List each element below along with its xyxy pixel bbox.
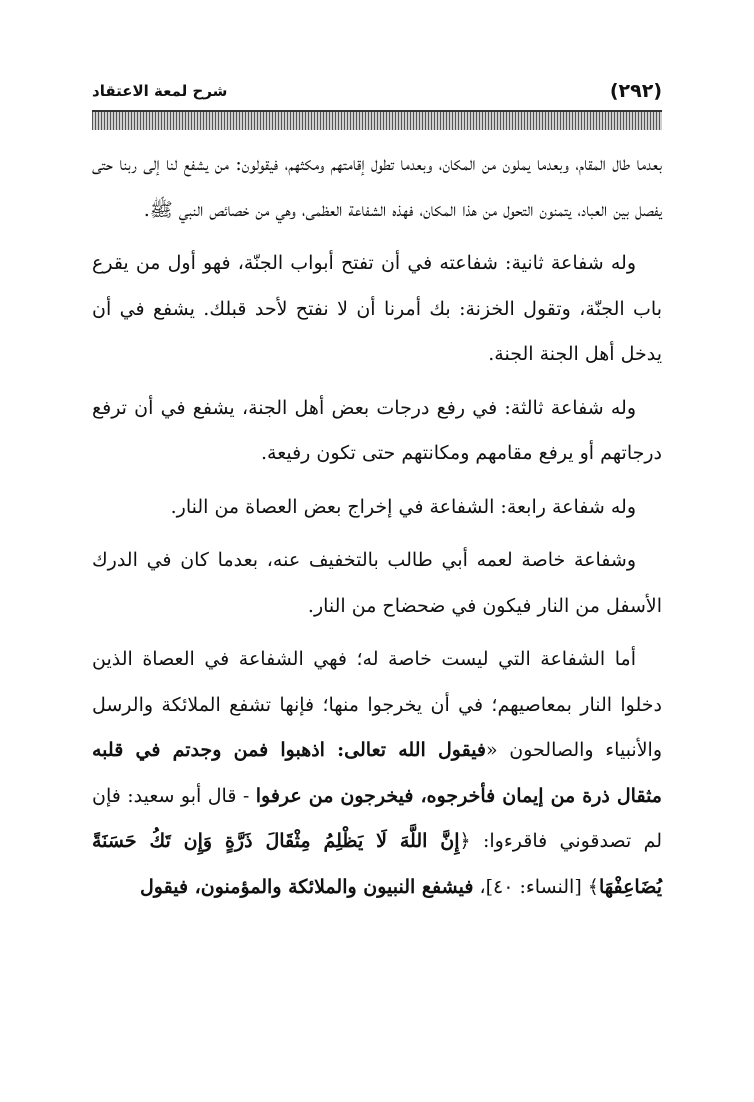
quran-bracket-open: ﴿ [459, 830, 471, 852]
hadith-quote: فيقول الله تعالى: اذهبوا فمن وجدتم في قلبه مثقال ذرة من إيمان فأخرجوه، فيخرجون من عرفوا [92, 739, 662, 807]
paragraph-4: وله شفاعة رابعة: الشفاعة في إخراج بعض العصاة من النار. [170, 495, 636, 518]
verse-citation: [النساء: ٤٠]، [473, 875, 588, 898]
page-number: (٢٩٢) [609, 80, 662, 102]
paragraph-6 [92, 637, 662, 910]
paragraph-6-mid: - قال أبو سعيد: فإن لم تصدقوني فاقرءوا: [92, 784, 662, 852]
paragraph-2: وله شفاعة ثانية: شفاعته في أن تفتح أبواب الجنّة، فهو أول من يقرع باب الجنّة، وتقول الخزنة: بك أمرنا أن لا نفتح لأحد قبلك. يشفع في أن يدخل أهل الجنة الجنة. [92, 252, 662, 365]
book-title: شرح لمعة الاعتقاد [92, 82, 228, 100]
paragraph-6-intro: أما الشفاعة التي ليست خاصة له؛ فهي الشفاعة في العصاة الذين دخلوا النار بمعاصيهم؛ في أن يخرجوا منها؛ فإنها تشفع الملائكة والرسل والأنبياء والصالحون « [92, 648, 663, 761]
quran-bracket-close: ﴾ [587, 875, 599, 898]
body-text [92, 142, 662, 918]
paragraph-3: وله شفاعة ثالثة: في رفع درجات بعض أهل الجنة، يشفع في أن ترفع درجاتهم أو يرفع مقامهم ومكانتهم حتى تكون رفيعة. [92, 396, 662, 464]
paragraph-1: بعدما طال المقام، وبعدما يملون من المكان، وبعدما تطول إقامتهم ومكثهم، فيقولون: من يشفع لنا إلى ربنا حتى يفصل بين العباد، يتمنون التحول من هذا المكان، فهذه الشفاعة العظمى، وهي من خصائص النبي ﷺ. [92, 153, 662, 221]
quran-verse: إِنَّ اللَّهَ لَا يَظْلِمُ مِثْقَالَ ذَرَّةٍ وَإِن تَكُ حَسَنَةً يُضَاعِفْهَا [92, 830, 662, 898]
paragraph-6-end: فيشفع النبيون والملائكة والمؤمنون، فيقول [139, 875, 474, 898]
paragraph-5: وشفاعة خاصة لعمه أبي طالب بالتخفيف عنه، بعدما كان في الدرك الأسفل من النار فيكون في ضحضاح من النار. [92, 549, 662, 617]
header-rule [92, 110, 662, 130]
page-header [92, 76, 662, 106]
